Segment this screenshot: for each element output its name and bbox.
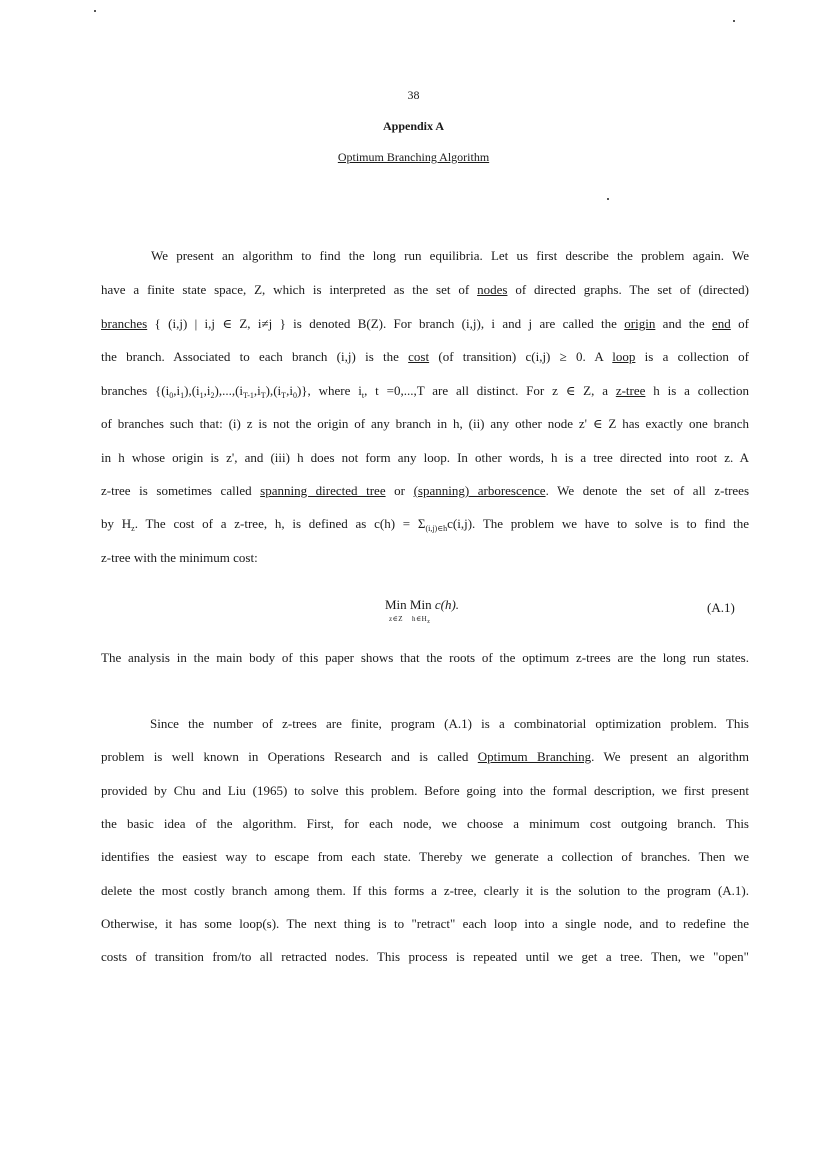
appendix-subheading [0,150,827,165]
term-origin: origin [624,316,656,331]
term-branches: branches [101,316,148,331]
term-z-tree: z-tree [615,383,646,398]
term-spanning-directed-tree: spanning directed tree [260,483,386,498]
para3-line-3: provided by Chu and Liu (1965) to solve this problem. Before going into the formal description, we first present [101,783,749,798]
term-arborescence: (spanning) arborescence [413,483,546,498]
equation-expression: Min Min c(h). [385,597,460,612]
para2-line-1: The analysis in the main body of this paper shows that the roots of the optimum z-trees are the long run states. [101,650,749,665]
para3-line-5: identifies the easiest way to escape from each state. Thereby we generate a collection of branches. Then we [101,849,749,864]
para3-line-2: problem is well known in Operations Research and is called Optimum Branching. We present an algorithm [101,749,750,764]
para1-line-6: of branches such that: (i) z is not the origin of any branch in h, (ii) any other node z' ∈ Z has exactly one branch [101,416,749,431]
para1-line-3: branches { (i,j) | i,j ∈ Z, i≠j } is denoted B(Z). For branch (i,j), i and j are called the origin and the end of [101,316,749,331]
scan-speck [94,10,96,12]
para3-line-4: the basic idea of the algorithm. First, for each node, we choose a minimum cost outgoing branch. This [101,816,749,831]
equation-subscript-z: z∈Z [389,615,404,623]
para1-line-2: have a finite state space, Z, which is interpreted as the set of nodes of directed graphs. The set of (directed) [101,282,749,297]
para1-line-1: We present an algorithm to find the long run equilibria. Let us first describe the problem again. We [151,248,749,263]
subheading-text: Optimum Branching Algorithm [337,150,490,164]
term-cost: cost [408,349,430,364]
page-number: 38 [407,88,420,102]
para3-line-6: delete the most costly branch among them. If this forms a z-tree, clearly it is the solution to the program (A.1). [101,883,749,898]
equation-label: (A.1) [707,600,735,615]
scan-speck [733,20,735,22]
term-optimum-branching: Optimum Branching [477,749,592,764]
para3-line-8: costs of transition from/to all retracted nodes. This process is repeated until we get a tree. Then, we "open" [101,949,749,964]
para1-line-8: z-tree is sometimes called spanning directed tree or (spanning) arborescence. We denote the set of all z-trees [101,483,750,498]
equation-objective: c(h). [434,597,460,612]
para3-line-1: Since the number of z-trees are finite, program (A.1) is a combinatorial optimization problem. This [150,716,749,731]
para3-line-7: Otherwise, it has some loop(s). The next thing is to "retract" each loop into a single node, and to redefine the [101,916,749,931]
para1-line-9: by $H_z$. The cost of a z-tree, h, is defined as $c(h) = \Sigma_{(i,j)\in h}c(i,j)$. The problem we have to solve is to find the [101,516,750,533]
appendix-heading: Appendix A [382,119,445,133]
term-loop: loop [612,349,636,364]
scan-speck [607,198,609,200]
para1-line-4: the branch. Associated to each branch (i,j) is the cost (of transition) c(i,j) ≥ 0. A loop is a collection of [101,349,749,364]
term-end: end [712,316,731,331]
para1-line-5: branches $\{(i_0,i_1),(i_1,i_2),...,(i_{T-1},i_T),(i_T,i_0)\}$, where $i_t$, t =0,...,T are all distinct. For z ∈ Z, a z-tree h is a collection [101,383,750,400]
para1-line-10: z-tree with the minimum cost: [101,550,258,565]
term-nodes: nodes [477,282,508,297]
para1-line-7: in h whose origin is z', and (iii) h does not form any loop. In other words, h is a tree directed into root z. A [101,450,749,465]
equation-subscript-h: $h\in H_z$ [412,615,431,625]
